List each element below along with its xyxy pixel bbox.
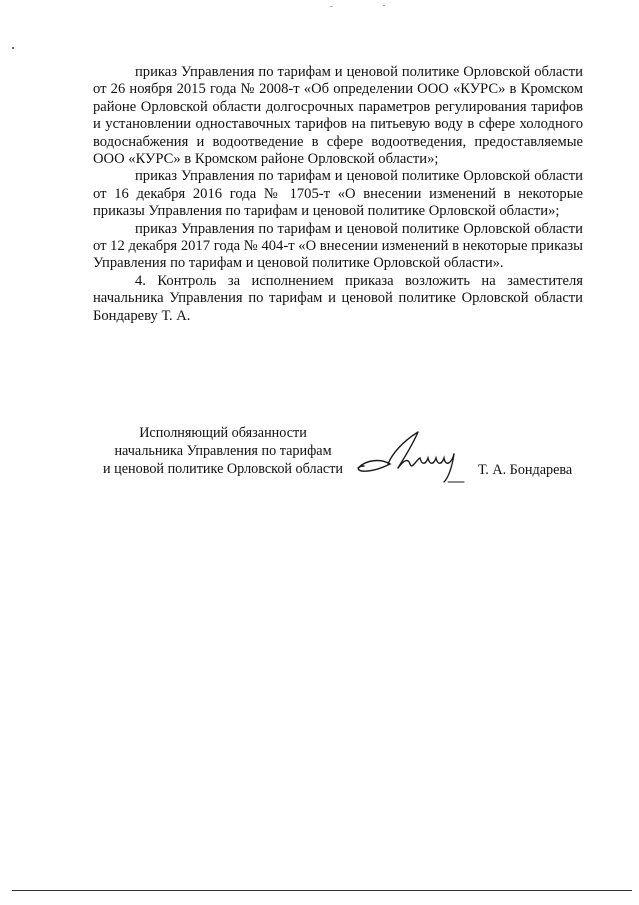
paragraph-control-clause: 4. Контроль за исполнением приказа возложить на заместителя начальника Управления по тарифам и ценовой политике Орловской области Бондареву Т. А.	[93, 272, 583, 324]
signature-block	[0, 424, 639, 494]
signatory-position-line: Исполняющий обязанности	[139, 425, 307, 441]
handwritten-signature	[352, 424, 472, 494]
scan-artifact	[330, 6, 333, 7]
signatory-position-line: и ценовой политике Орловской области	[103, 461, 343, 477]
scan-artifact	[383, 5, 385, 6]
paragraph-order-2017: приказ Управления по тарифам и ценовой политике Орловской области от 12 декабря 2017 года № 404-т «О внесении изменений в некоторые приказы Управления по тарифам и ценовой политике Орловской области».	[93, 220, 583, 272]
page-bottom-edge	[12, 890, 632, 891]
signatory-name: Т. А. Бондарева	[478, 462, 573, 478]
signatory-position-line: начальника Управления по тарифам	[114, 443, 332, 459]
paragraph-order-2015: приказ Управления по тарифам и ценовой политике Орловской области от 26 ноября 2015 года № 2008-т «Об определении ООО «КУРС» в Кромском районе Орловской области долгосрочных параметров регулирования тарифов и установлении одноставочных тарифов на питьевую воду в сфере холодного водоснабжения и водоотведение в сфере водоотведения, предоставляемые ООО «КУРС» в Кромском районе Орловской области»;	[93, 64, 583, 168]
paragraph-order-2016: приказ Управления по тарифам и ценовой политике Орловской области от 16 декабря 2016 года № 1705-т «О внесении изменений в некоторые приказы Управления по тарифам и ценовой политике Орловской области»;	[93, 168, 583, 220]
document-body	[93, 64, 583, 325]
signatory-position	[93, 424, 353, 478]
scan-artifact	[12, 47, 14, 49]
